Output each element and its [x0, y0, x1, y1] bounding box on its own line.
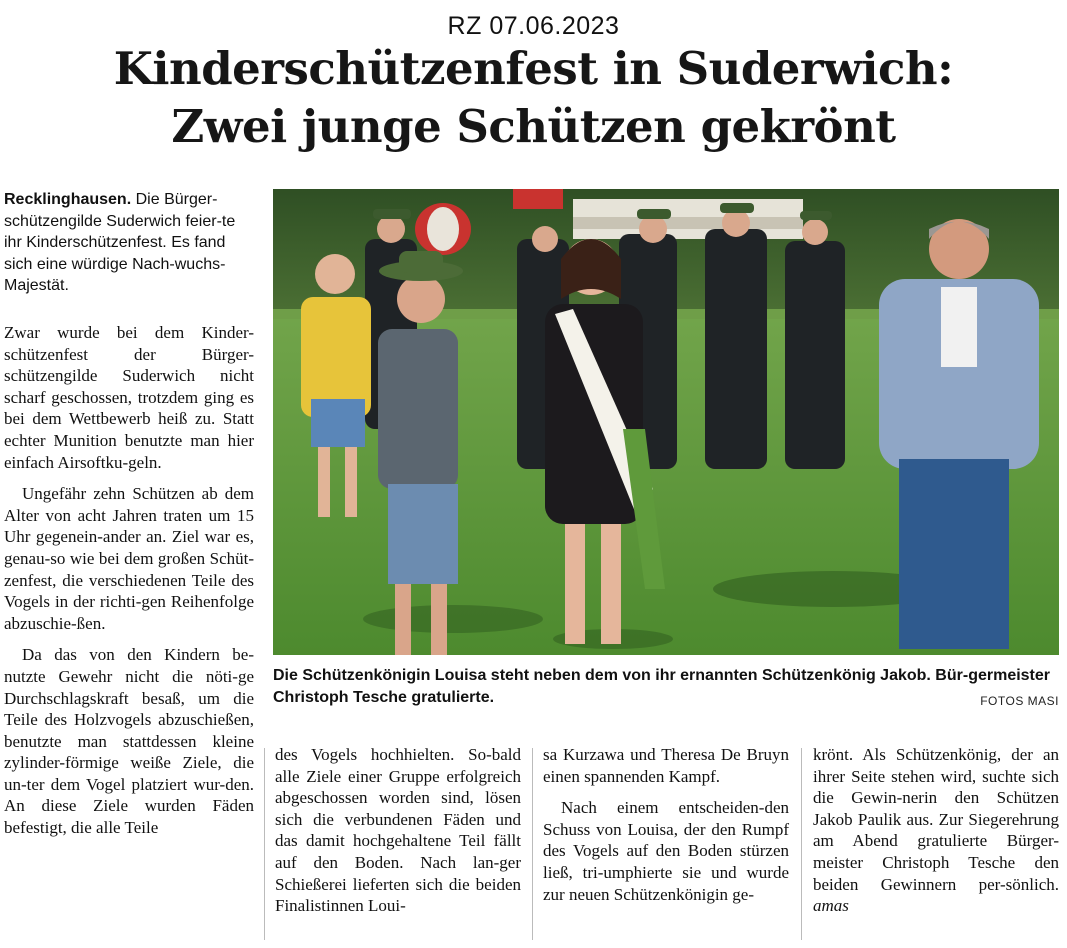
photo-caption: Die Schützenkönigin Louisa steht neben dem von ihr ernannten Schützenkönig Jakob. Bür-germeister Christoph Tesche gratulierte. [273, 667, 1051, 706]
column-divider [532, 748, 533, 940]
paragraph-text: krönt. Als Schützenkönig, der an ihrer Seite stehen wird, suchte sich die Gewin-nerin den Schützen Jakob Paulik aus. Zur Siegerehrung am Abend gratulierte Bürger-meister Christoph Tesche den beiden Gewinnern per-sönlich. [813, 745, 1059, 894]
paragraph: des Vogels hochhielten. So-bald alle Ziele einer Gruppe erfolgreich abgeschossen worden sind, lösen sich die verbundenen Fäden und das damit hochgehaltene Teil fällt auf den Boden. Nach lan-ger Schießerei lieferten sich die beiden Finalistinnen Loui- [275, 745, 521, 916]
headline-line-1: Kinderschützenfest in Suderwich: [113, 42, 954, 95]
author-initials: amas [813, 896, 849, 916]
paragraph [813, 744, 1059, 917]
paragraph: Nach einem entscheiden-den Schuss von Louisa, der den Rumpf des Vogels auf den Boden stürzen ließ, tri-umphierte sie und wurde zur neuen Schützenkönigin ge- [543, 798, 789, 904]
article-column-3 [543, 744, 789, 905]
article-photo [273, 189, 1059, 655]
lead-place: Recklinghausen. [4, 191, 132, 208]
article-column-1 [4, 322, 254, 839]
paragraph: sa Kurzawa und Theresa De Bruyn einen spannenden Kampf. [543, 745, 789, 786]
article-column-4 [813, 744, 1059, 917]
column-divider [801, 748, 802, 940]
publication-date: RZ 07.06.2023 [447, 12, 620, 40]
article-column-2 [275, 744, 521, 917]
paragraph: Ungefähr zehn Schützen ab dem Alter von acht Jahren traten um 15 Uhr gegenein-ander an. Ziel war es, genau-so wie bei dem großen Schüt-zenfest, die verschiedenen Teile des Vogels in der richti-gen Reihenfolge abzuschie-ßen. [4, 484, 254, 633]
headline-line-2: Zwei junge Schützen gekrönt [171, 100, 896, 153]
paragraph: Da das von den Kindern be-nutzte Gewehr nicht die nöti-ge Durchschlagskraft besaß, um die Teile des Holzvogels abzuschießen, benutzte man stattdessen kleine zylinder-förmige weiße Ziele, die un-ter dem Vogel platziert wur-den. An diese Ziele wurden Fäden befestigt, die alle Teile [4, 645, 254, 838]
lead-text: Die Bürger-schützengilde Suderwich feier-te ihr Kinderschützenfest. Es fand sich eine würdige Nach-wuchs-Majestät. [4, 191, 236, 294]
photo-illustration [273, 189, 1059, 655]
article-lead [4, 189, 254, 297]
paragraph: Zwar wurde bei dem Kinder-schützenfest der Bürger-schützengilde Suderwich nicht scharf geschossen, trotzdem ging es bei dem Wettbewerb heiß zu. Statt echter Munition benutzte man hier einfach Airsoftku-geln. [4, 323, 254, 472]
article-headline [0, 40, 1067, 156]
photo-credit: FOTOS MASI [980, 694, 1059, 708]
column-divider [264, 748, 265, 940]
